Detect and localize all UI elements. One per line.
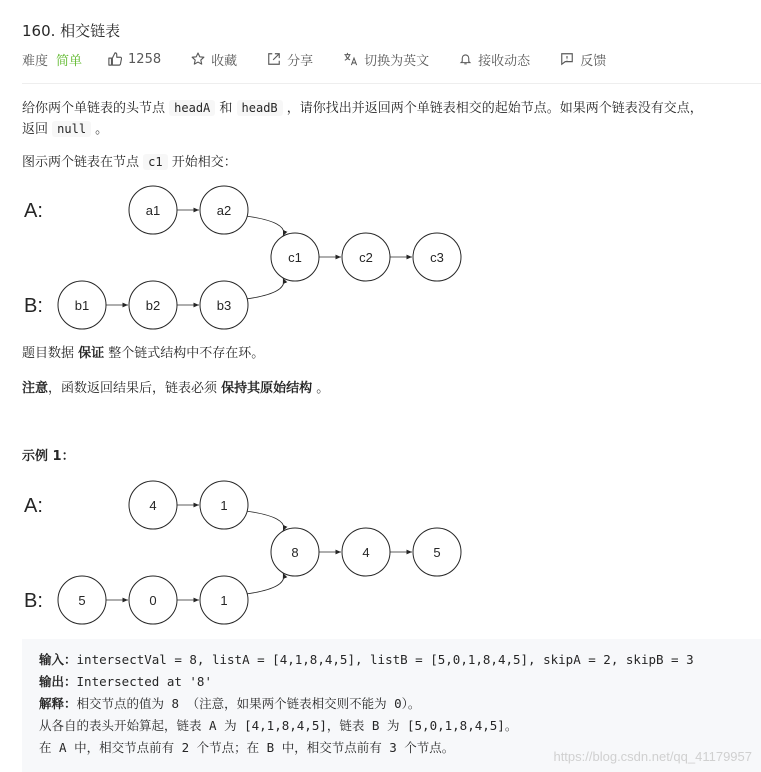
shared-node-3-label: c3 (430, 250, 444, 265)
difficulty-label: 难度 (22, 53, 49, 69)
list-b-node-2-label: b2 (145, 298, 161, 313)
feedback-label: 反馈 (580, 53, 607, 69)
example-explain-line: 解释：相交节点的值为 8 （注意，如果两个链表相交则不能为 0）。 (39, 696, 421, 711)
list-a-node-1-label: 4 (149, 498, 157, 513)
list-b-node-2-label: 0 (149, 593, 157, 608)
example-output-line: 输出：Intersected at '8' (39, 674, 212, 689)
shared-node-3-label: 5 (433, 545, 441, 560)
switch-language-button[interactable] (343, 50, 429, 69)
intersection-diagram (0, 180, 480, 330)
list-b-label: B: (24, 590, 43, 612)
list-b-node-1-label: b1 (74, 298, 90, 313)
list-a-label: A: (24, 200, 43, 222)
share-button[interactable] (267, 50, 313, 69)
translate-icon (343, 52, 358, 66)
watermark: https://blog.csdn.net/qq_41179957 (553, 749, 752, 764)
list-a-node-1-label: a1 (145, 203, 161, 218)
thumbs-up-icon (108, 52, 122, 66)
like-button[interactable] (108, 52, 161, 67)
share-label: 分享 (287, 53, 314, 69)
feedback-button[interactable] (560, 50, 606, 69)
difficulty-badge: 简单 (56, 53, 83, 69)
favorite-button[interactable] (191, 50, 237, 69)
problem-meta-bar (22, 49, 636, 69)
inline-code-headA: headA (169, 100, 215, 116)
inline-code-c1: c1 (143, 154, 167, 170)
arrow-a-to-junction (246, 216, 284, 236)
list-b-node-3-label: b3 (216, 298, 232, 313)
example-explain-line-2: 从各自的表头开始算起，链表 A 为 [4,1,8,4,5]，链表 B 为 [5,0,1,8,4,5]。 (39, 718, 518, 733)
example-diagram (0, 475, 480, 625)
list-a-label: A: (24, 495, 43, 517)
share-icon (267, 52, 281, 66)
shared-node-1-label: c1 (288, 250, 302, 265)
list-b-node-3-label: 1 (220, 593, 228, 608)
list-a-node-2-label: a2 (216, 203, 232, 218)
description-paragraph-1: 给你两个单链表的头节点 headA 和 headB ，请你找出并返回两个单链表相交的起始节点。如果两个链表没有交点， 返回 null 。 (22, 101, 703, 137)
list-b-node-1-label: 5 (78, 593, 86, 608)
inline-code-null: null (52, 121, 91, 137)
arrow-a-to-junction (246, 511, 284, 531)
list-b-label: B: (24, 295, 43, 317)
favorite-label: 收藏 (211, 53, 238, 69)
header-divider (22, 83, 761, 84)
shared-node-2-label: c2 (359, 250, 373, 265)
example-explain-line-3: 在 A 中，相交节点前有 2 个节点；在 B 中，相交节点前有 3 个节点。 (39, 740, 455, 755)
bell-icon (459, 52, 472, 66)
description-paragraph-4: 注意，函数返回结果后，链表必须 保持其原始结构 。 (22, 381, 330, 396)
notify-label: 接收动态 (478, 53, 531, 69)
arrow-b-to-junction (246, 278, 284, 299)
feedback-icon (560, 52, 574, 66)
page-title: 160. 相交链表 (22, 22, 121, 40)
shared-node-2-label: 4 (362, 545, 370, 560)
like-count: 1258 (128, 51, 162, 67)
arrow-b-to-junction (246, 573, 284, 594)
switch-language-label: 切换为英文 (364, 53, 430, 69)
notify-button[interactable] (459, 50, 530, 69)
shared-node-1-label: 8 (291, 545, 299, 560)
star-icon (191, 52, 205, 66)
example-input-line: 输入：intersectVal = 8, listA = [4,1,8,4,5], listB = [5,0,1,8,4,5], skipA = 2, skipB = 3 (39, 652, 694, 667)
description-paragraph-2: 图示两个链表在节点 c1 开始相交： (22, 155, 237, 170)
description-paragraph-3: 题目数据 保证 整个链式结构中不存在环。 (22, 346, 265, 361)
example-title: 示例 1： (22, 449, 75, 464)
inline-code-headB: headB (237, 100, 283, 116)
list-a-node-2-label: 1 (220, 498, 228, 513)
